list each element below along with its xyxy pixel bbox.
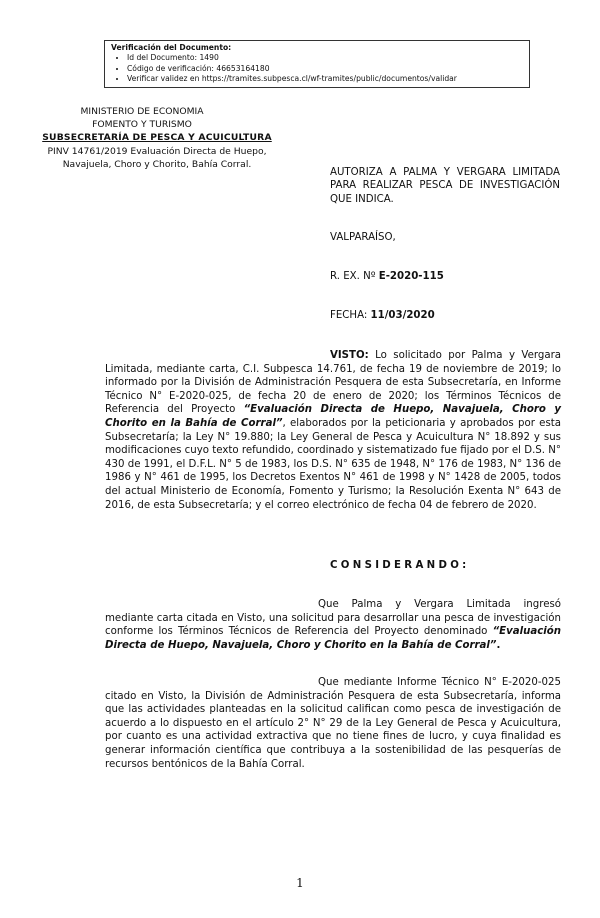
para1-text: Que Palma y Vergara Limitada ingresó mediante carta citada en Visto, una solicitud para desarrollar una pesca de investigación conforme los Términos Técnicos de Referencia del Proyecto denominado bbox=[105, 599, 561, 638]
ministry-name-2: FOMENTO Y TURISMO bbox=[92, 119, 192, 131]
rex-label: R. EX. Nº bbox=[330, 271, 379, 282]
verification-list bbox=[111, 53, 523, 84]
visto-project: “Evaluación Directa de Huepo, Navajuela, Choro y Chorito en la Bahía de Corral” bbox=[105, 404, 562, 429]
para1-project: “Evaluación Directa de Huepo, Navajuela, Choro y Chorito en la Bahía de Corral” bbox=[105, 626, 561, 651]
verification-box bbox=[104, 40, 530, 88]
verification-item-code: • Código de verificación: 46653164180 bbox=[127, 64, 523, 74]
verification-item-id: • Id del Documento: 1490 bbox=[127, 53, 523, 63]
visto-label: VISTO: bbox=[330, 350, 369, 361]
para1-end: . bbox=[496, 639, 501, 651]
considerando-paragraph-1 bbox=[105, 598, 561, 652]
fecha-value: 11/03/2020 bbox=[370, 310, 435, 321]
visto-paragraph bbox=[105, 349, 561, 512]
pinv-reference-1: PINV 14761/2019 Evaluación Directa de Huepo, bbox=[47, 145, 267, 157]
verification-title: Verificación del Documento: bbox=[111, 43, 232, 52]
resolution-subject: AUTORIZA A PALMA Y VERGARA LIMITADA PARA REALIZAR PESCA DE INVESTIGACIÓN QUE INDICA. bbox=[330, 167, 560, 205]
visto-text-1: Lo solicitado por Palma y Vergara Limitada, mediante carta, C.I. Subpesca 14.761, de fecha 19 de noviembre de 2019; lo informado por la División de Administración Pesquera de esta Subsecretaría, en Informe Técnico N° E-2020-025, de fecha 20 de enero de 2020; los Términos Técnicos de Referencia del Proyecto bbox=[105, 350, 561, 416]
ministry-name: MINISTERIO DE ECONOMIA bbox=[80, 106, 204, 117]
verification-item-url: • Verificar validez en https://tramites.subpesca.cl/wf-tramites/public/documentos/validar bbox=[127, 74, 523, 84]
place: VALPARAÍSO, bbox=[330, 232, 396, 243]
visto-text-2: , elaborados por la peticionaria y aprobados por esta Subsecretaría; la Ley N° 19.880; la Ley General de Pesca y Acuicultura N° 18.892 y sus modificaciones cuyo texto refundido, coordinado y sistematizado fue fijado por el D.S. N° 430 de 1991, el D.F.L. N° 5 de 1983, los D.S. N° 635 de 1948, N° 176 de 1983, N° 136 de 1986 y N° 461 de 1995, los Decretos Exentos N° 461 de 1998 y N° 1428 de 2005, todos del actual Ministerio de Economía, Fomento y Turismo; la Resolución Exenta N° 643 de 2016, de esta Subsecretaría; y el correo electrónico de fecha 04 de febrero de 2020. bbox=[105, 417, 561, 511]
considerando-heading: CONSIDERANDO: bbox=[330, 560, 470, 571]
fecha-label: FECHA: bbox=[330, 310, 371, 321]
considerando-paragraph-2: Que mediante Informe Técnico N° E-2020-025 citado en Visto, la División de Administración Pesquera de esta Subsecretaría, informa que las actividades planteadas en la solicitud califican como pesca de investigación de acuerdo a lo dispuesto en el artículo 2° N° 29 de la Ley General de Pesca y Acuicultura, por cuanto es una actividad extractiva que no tiene fines de lucro, y cuya finalidad es generar información científica que contribuya a la sostenibilidad de las pesquerías de recursos bentónicos de la Bahía Corral. bbox=[105, 677, 561, 770]
resolution-number bbox=[330, 271, 444, 282]
rex-value: E-2020-115 bbox=[378, 271, 444, 282]
resolution-date bbox=[330, 310, 435, 321]
letterhead bbox=[26, 105, 288, 171]
subsecretaria-name: SUBSECRETARÍA DE PESCA Y ACUICULTURA bbox=[42, 132, 272, 144]
pinv-reference-2: Navajuela, Choro y Chorito, Bahía Corral. bbox=[62, 158, 252, 170]
page-number: 1 bbox=[296, 876, 304, 890]
